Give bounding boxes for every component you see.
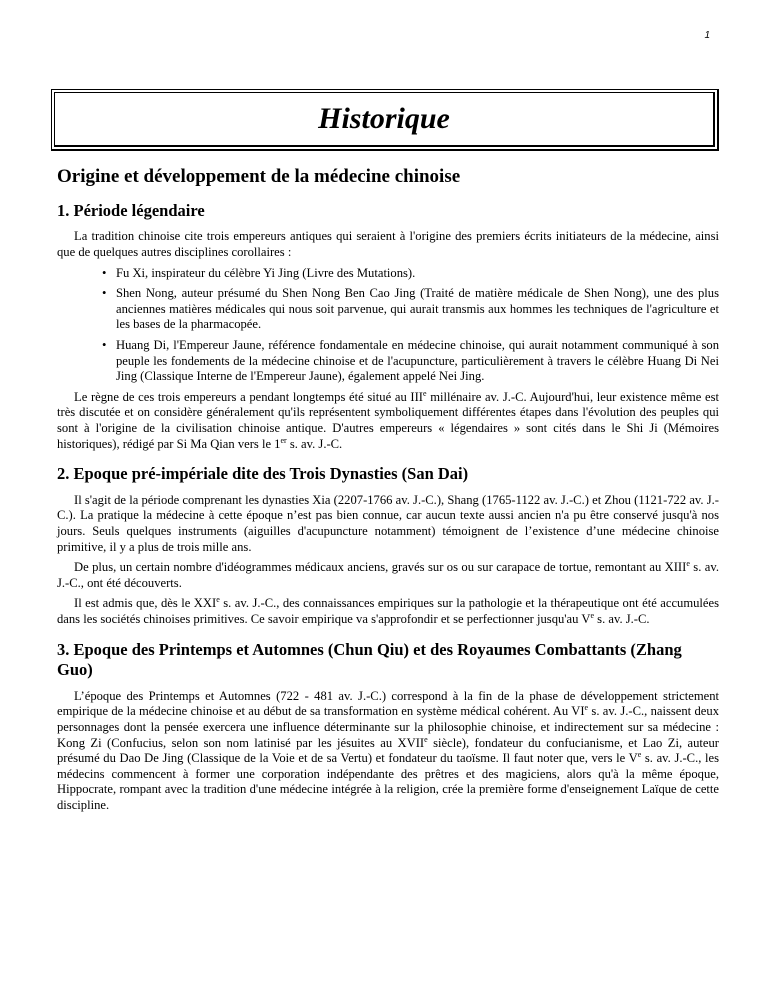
subsection-3-title: 3. Epoque des Printemps et Automnes (Chun Qiu) et des Royaumes Combattants (Zhang Guo): [57, 639, 682, 680]
subsection-2-paragraph-1: Il s'agit de la période comprenant les dynasties Xia (2207-1766 av. J.-C.), Shang (1765-1122 av. J.-C.) et Zhou (1121-722 av. J.-C.). La pratique la médecine à cette époque n’est pas bien connue, car aucun texte aussi ancien n'a pu être conservé jusqu'à nos jours. Seuls quelques instruments (aiguilles d'acupuncture notamment) témoignent de l’existence d’une médecine chinoise primitive, il y a plus de trois mille ans.: [57, 492, 719, 554]
title-box: [51, 89, 719, 151]
document-body: [57, 166, 719, 819]
section-title: Origine et développement de la médecine chinoise: [57, 166, 461, 187]
subsection-1-title: 1. Période légendaire: [57, 200, 205, 220]
subsection-2-paragraph-2: De plus, un certain nombre d'idéogrammes médicaux anciens, gravés sur os ou sur carapace de tortue, remontant au XIIIe s. av. J.-C., ont été découverts.: [57, 559, 719, 590]
list-item: • Fu Xi, inspirateur du célèbre Yi Jing (Livre des Mutations).: [116, 266, 719, 282]
page-number: 1: [704, 30, 710, 41]
page-title: Historique: [318, 102, 450, 135]
subsection-1-intro: La tradition chinoise cite trois empereurs antiques qui seraient à l'origine des premiers écrits initiateurs de la médecine, ainsi que de quelques autres disciplines corollaires :: [57, 229, 719, 260]
subsection-2-title: 2. Epoque pré-impériale dite des Trois Dynasties (San Dai): [57, 464, 469, 484]
list-item: • Huang Di, l'Empereur Jaune, référence fondamentale en médecine chinoise, qui aurait notamment communiqué à son peuple les fondements de la médecine chinoise et de l'acupuncture, particulièrement à travers le célèbre Huang Di Nei Jing (Classique Interne de l'Empereur Jaune), également appelé Nei Jing.: [116, 338, 719, 385]
subsection-1-closing: Le règne de ces trois empereurs a pendant longtemps été situé au IIIe millénaire av. J.-C. Aujourd'hui, leur existence même est très discutée et on considère généralement qu'ils représentent symboliquement différentes étapes dans l'évolution des peuples qui sont à l'origine de la civilisation chinoise antique. D'autres empereurs « légendaires » sont cités dans le Shi Ji (Mémoires historiques), rédigé par Si Ma Qian vers le 1er s. av. J.-C.: [57, 388, 719, 451]
emperors-list: [57, 266, 719, 385]
subsection-2-paragraph-3: Il est admis que, dès le XXIe s. av. J.-C., des connaissances empiriques sur la pathologie et la thérapeutique ont été accumulées dans les sociétés chinoises primitives. Ce savoir empirique va s'approfondir et se perfectionner jusqu'au Ve s. av. J.-C.: [57, 595, 719, 626]
list-item: • Shen Nong, auteur présumé du Shen Nong Ben Cao Jing (Traité de matière médicale de Shen Nong), une des plus anciennes matières médicales qui nous soit parvenue, qui aurait transmis aux hommes les techniques de l'agriculture et les bases de la pharmacopée.: [116, 286, 719, 333]
subsection-3-paragraph-1: L’époque des Printemps et Automnes (722 - 481 av. J.-C.) correspond à la fin de la phase de développement strictement empirique de la médecine chinoise et au début de sa transformation en système médical cohérent. Au VIe s. av. J.-C., naissent deux personnages dont la pensée exercera une influence déterminante sur la philosophie chinoise, et indirectement sur sa médecine : Kong Zi (Confucius, selon son nom latinisé par les jésuites au XVIIe siècle), fondateur du confucianisme, et Lao Zi, auteur présumé du Dao De Jing (Classique de la Voie et de sa Vertu) et fondateur du taoïsme. Il faut noter que, vers le Ve s. av. J.-C., les médecins commencent à former une corporation indépendante des prêtres et des magiciens, alors qu'à la même époque, Hippocrate, rompant avec la tradition d'une médecine intégrée à la religion, crée la première forme d'enseignement Laïque de cette discipline.: [57, 688, 720, 812]
